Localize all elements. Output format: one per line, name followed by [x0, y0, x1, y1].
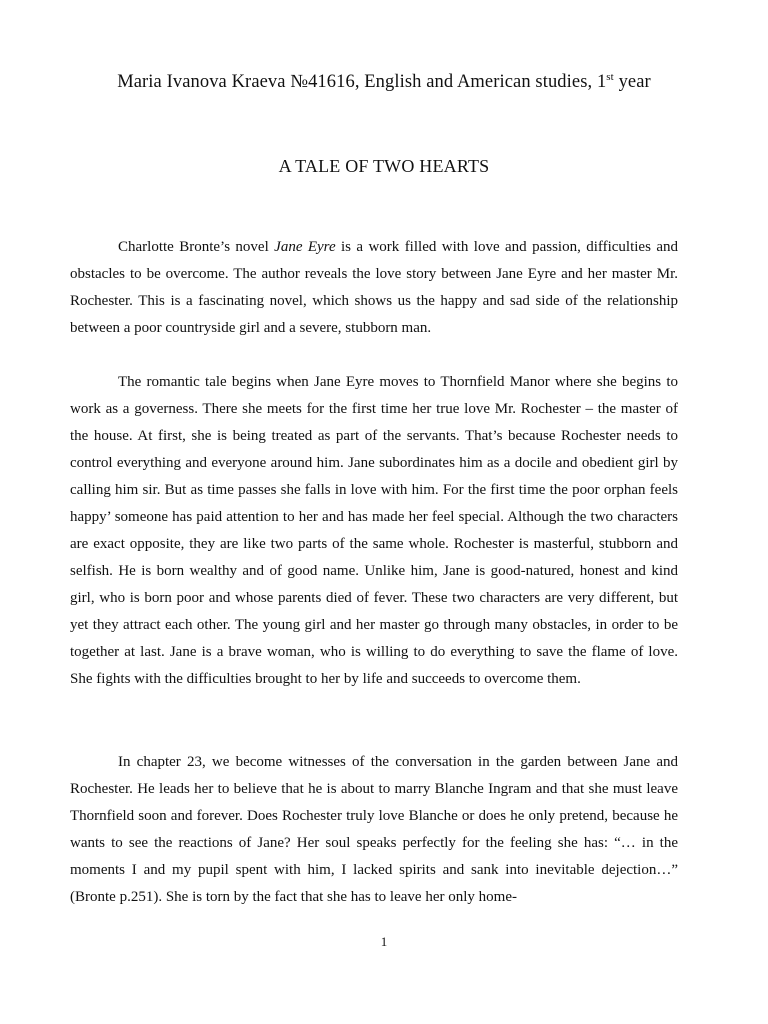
- author-header-text: Maria Ivanova Kraeva №41616, English and American studies, 1: [117, 72, 607, 92]
- author-header-tail: year: [613, 72, 651, 92]
- paragraph-2: The romantic tale begins when Jane Eyre moves to Thornfield Manor where she begins to work as a governess. There she meets for the first time her true love Mr. Rochester – the master of the house. At first, she is being treated as part of the servants. That’s because Rochester needs to control everything and everyone around him. Jane subordinates him as a docile and obedient girl by calling him sir. But as time passes she falls in love with him. For the first time the poor orphan feels happy’ someone has paid attention to her and has made her feel special. Although the two characters are exact opposite, they are like two parts of the same whole. Rochester is masterful, stubborn and selfish. He is born wealthy and of good name. Unlike him, Jane is good-natured, honest and kind girl, who is born poor and whose parents died of fever. These two characters are very different, but yet they attract each other. The young girl and her master go through many obstacles, in order to be together at last. Jane is a brave woman, who is willing to do everything to save the flame of love. She fights with the difficulties brought to her by life and succeeds to overcome them.: [70, 374, 678, 687]
- paragraph-1-start: Charlotte Bronte’s novel: [118, 239, 275, 255]
- paragraph-1: [70, 234, 678, 342]
- paragraph-3: In chapter 23, we become witnesses of the conversation in the garden between Jane and Rochester. He leads her to believe that he is about to marry Blanche Ingram and that she must leave Thornfield soon and forever. Does Rochester truly love Blanche or does he only pretend, because he wants to see the reactions of Jane? Her soul speaks perfectly for the feeling she has: “… in the moments I and my pupil spent with him, I lacked spirits and sank into inevitable dejection…” (Bronte p.251). She is torn by the fact that she has to leave her only home-: [70, 754, 678, 905]
- paragraph-1-rest: is a work filled with love and passion, difficulties and obstacles to be overcome. The author reveals the love story between Jane Eyre and her master Mr. Rochester. This is a fascinating novel, which shows us the happy and sad side of the relationship between a poor countryside girl and a severe, stubborn man.: [70, 239, 678, 336]
- ordinal-suffix: st: [606, 71, 614, 83]
- author-header: [0, 72, 768, 93]
- novel-title-italic: Jane Eyre: [274, 239, 336, 255]
- document-title: A TALE OF TWO HEARTS: [278, 156, 490, 176]
- page-number: 1: [380, 934, 388, 949]
